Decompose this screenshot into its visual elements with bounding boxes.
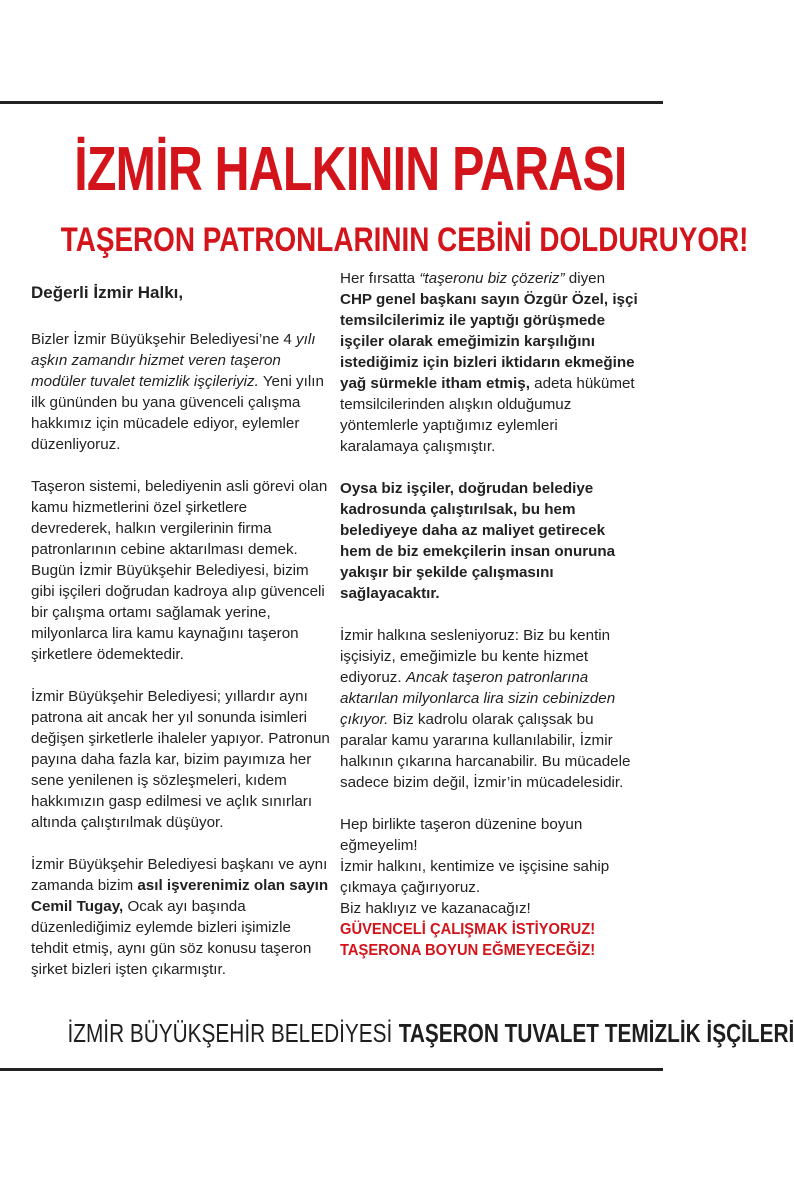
subheadline: TAŞERON PATRONLARININ CEBİNİ DOLDURUYOR! xyxy=(60,221,749,259)
slogan-1: GÜVENCELİ ÇALIŞMAK İSTİYORUZ! xyxy=(340,921,596,938)
paragraph-demand: Oysa biz işçiler, doğrudan belediye kadrosunda çalıştırılsak, bu hem belediyeye daha az maliyet getirecek hem de biz emekçilerin insan onuruna yakışır bir şekilde çalışmasını sağlayacaktır. xyxy=(340,480,616,602)
paragraph-intro: Bizler İzmir Büyükşehir Belediyesi’ne 4 yılı aşkın zamandır hizmet veren taşeron modüler tuvalet temizlik işçileriyiz. Yeni yılın ilk gününden bu yana güvenceli çalışma hakkımız için mücadele ediyor, eylemler düzenliyoruz. xyxy=(31,331,324,453)
paragraph-appeal: İzmir halkına sesleniyoruz: Biz bu kentin işçisiyiz, emeğimizle bu kente hizmet ediyoruz. Ancak taşeron patronlarına aktarılan milyonlarca lira sizin cebinizden çıkıyor. Biz kadrolu olarak çalışsak bu paralar kamu yararına kullanılabilir, İzmir halkının çıkarına harcanabilir. Bu mücadele sadece bizim değil, İzmir’in mücadelesidir. xyxy=(340,627,631,791)
salutation: Değerli İzmir Halkı, xyxy=(31,283,184,302)
right-column xyxy=(340,268,640,961)
footer-org: İZMİR BÜYÜKŞEHİR BELEDİYESİ xyxy=(67,1018,393,1048)
closing-line-3: Biz haklıyız ve kazanacağız! xyxy=(340,900,531,917)
footer-workers: TAŞERON TUVALET TEMİZLİK İŞÇİLERİ xyxy=(398,1018,794,1048)
left-column xyxy=(31,270,331,980)
headline: İZMİR HALKININ PARASI xyxy=(74,135,627,204)
top-divider xyxy=(0,101,663,104)
slogan-2: TAŞERONA BOYUN EĞMEYECEĞİZ! xyxy=(340,942,596,959)
paragraph-mayor: İzmir Büyükşehir Belediyesi başkanı ve aynı zamanda bizim asıl işverenimiz olan sayın Cemil Tugay, Ocak ayı başında düzenlediğimiz eylemde bizleri işimizle tehdit etmiş, aynı gün söz konusu taşeron şirket bizleri işten çıkarmıştır. xyxy=(31,856,329,978)
paragraph-tenders: İzmir Büyükşehir Belediyesi; yıllardır aynı patrona ait ancak her yıl sonunda isimleri değişen şirketlerle ihaleler yapıyor. Patronun payına daha fazla kar, bizim payımıza her sene yenilenen iş sözleşmeleri, kıdem hakkımızın gasp edilmesi ve açlık sınırları altında çalıştırılmak düşüyor. xyxy=(31,688,330,831)
closing-line-1: Hep birlikte taşeron düzenine boyun eğmeyelim! xyxy=(340,816,583,854)
closing-line-2: İzmir halkını, kentimize ve işçisine sahip çıkmaya çağırıyoruz. xyxy=(340,858,610,896)
bottom-divider xyxy=(0,1068,663,1071)
signature-footer xyxy=(67,1015,794,1051)
paragraph-taseron-system: Taşeron sistemi, belediyenin asli görevi olan kamu hizmetlerini özel şirketlere devrederek, halkın vergilerinin firma patronlarının cebine aktarılması demek. Bugün İzmir Büyükşehir Belediyesi, bizim gibi işçileri doğrudan kadroya alıp güvenceli bir çalışma ortamı sağlamak yerine, milyonlarca lira kamu kaynağını taşeron şirketlere ödemektedir. xyxy=(31,478,328,663)
paragraph-chp: Her fırsatta “taşeronu biz çözeriz” diyen CHP genel başkanı sayın Özgür Özel, işçi temsilcilerimiz ile yaptığı görüşmede işçiler olarak emeğimizin karşılığını istediğimiz için bizleri iktidarın ekmeğine yağ sürmekle itham etmiş, adeta hükümet temsilcilerinden alışkın olduğumuz yöntemlerle yaptığımız eylemleri karalamaya çalışmıştır. xyxy=(340,270,638,455)
